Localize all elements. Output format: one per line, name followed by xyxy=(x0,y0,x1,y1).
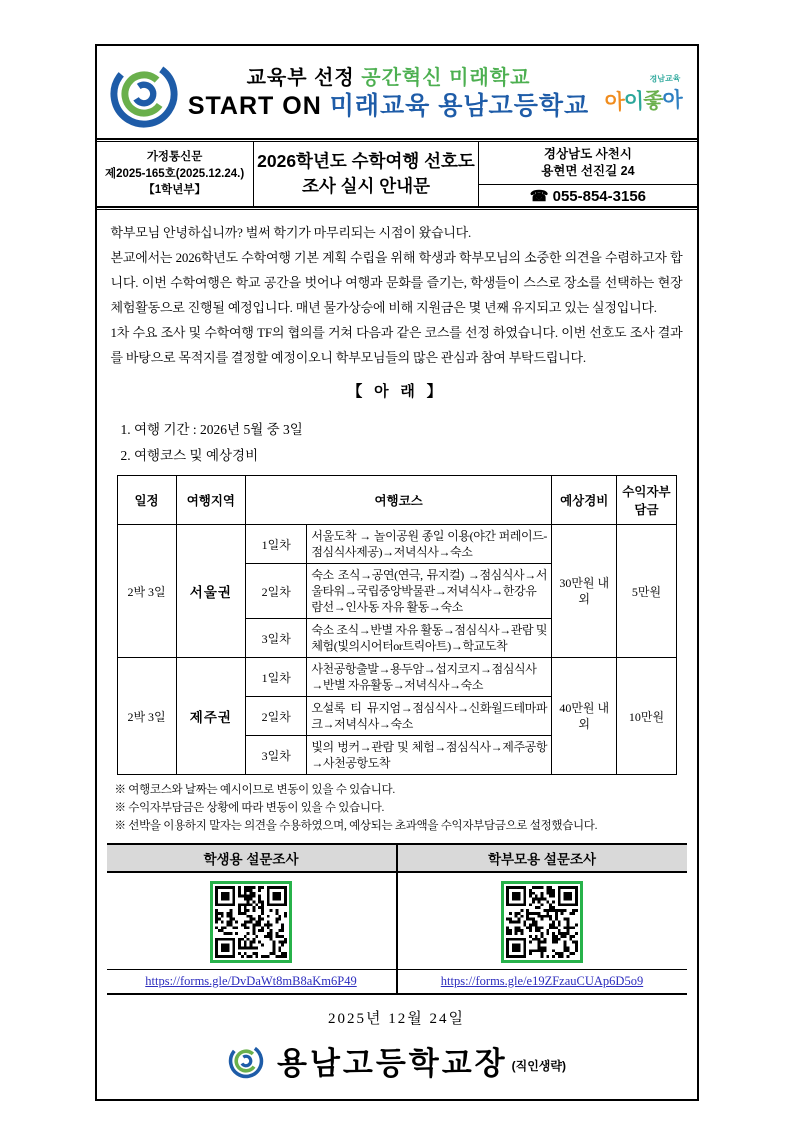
masthead-line1-green: 공간혁신 미래학교 xyxy=(361,66,531,89)
header-charge: 수익자부담금 xyxy=(617,476,676,525)
seoul-day2-course: 숙소 조식→공연(연극, 뮤지컬) →점심식사→서울타워→국립중앙박물관→저녁식사→한강유람선→인사동 자유 활동→숙소 xyxy=(307,564,552,619)
jeju-day1-label: 1일차 xyxy=(246,658,307,697)
seoul-day2-label: 2일차 xyxy=(246,564,307,619)
masthead-line2-black: START ON xyxy=(187,91,322,120)
doc-number: 제2025-165호(2025.12.24.) xyxy=(104,167,245,180)
letter-body xyxy=(97,210,697,370)
issue-date: 2025년 12월 24일 xyxy=(328,1011,465,1027)
header-schedule: 일정 xyxy=(117,476,176,525)
seoul-region: 서울권 xyxy=(176,525,246,658)
parent-survey-qr-code xyxy=(501,881,583,963)
list-item-trip-period: 1. 여행 기간 : 2026년 5월 중 3일 xyxy=(120,422,303,437)
paragraph-greeting: 학부모님 안녕하십니까? 벌써 학기가 마무리되는 시점이 왔습니다. xyxy=(110,225,472,240)
seal-omitted-note: (직인생략) xyxy=(511,1059,566,1073)
list-item-course-cost: 2. 여행코스 및 예상경비 xyxy=(120,448,259,463)
school-logo-icon xyxy=(107,57,181,131)
parent-survey-link[interactable]: https://forms.gle/e19ZFzauCUAp6D5o9 xyxy=(440,974,644,988)
below-divider-label: 【 아 래 】 xyxy=(347,384,446,400)
document-frame xyxy=(95,44,699,1101)
header-cost: 예상경비 xyxy=(552,476,617,525)
mascot-char-1: 아 xyxy=(603,90,624,114)
mascot-char-2: 이 xyxy=(623,89,644,114)
notice-title xyxy=(254,142,480,206)
notes-list xyxy=(97,775,697,835)
seoul-day1-label: 1일차 xyxy=(246,525,307,564)
table-row xyxy=(117,525,676,564)
jeju-day1-course: 사천공항출발→용두암→섭지코지→점심식사→반별 자유활동→저녁식사→숙소 xyxy=(307,658,552,697)
notice-title-line1: 2026학년도 수학여행 선호도 xyxy=(257,150,475,171)
seoul-day3-course: 숙소 조식→반별 자유 활동→점심식사→관람 및 체험(빛의시어터or트릭아트)→학교도착 xyxy=(307,619,552,658)
school-address xyxy=(479,142,696,185)
student-survey-qr-code xyxy=(210,881,292,963)
note-course-change: ※ 여행코스와 날짜는 예시이므로 변동이 있을 수 있습니다. xyxy=(114,784,395,796)
header-region: 여행지역 xyxy=(176,476,246,525)
mascot-char-3: 좋 xyxy=(642,88,663,113)
seoul-day3-label: 3일차 xyxy=(246,619,307,658)
masthead-line1-black: 교육부 선정 xyxy=(246,66,355,89)
doc-dept: 【1학년부】 xyxy=(143,184,206,197)
mascot-char-4: 아 xyxy=(661,88,682,112)
paragraph-survey-request: 1차 수요 조사 및 수학여행 TF의 협의를 거쳐 다음과 같은 코스를 선정 하였습니다. 이번 선호도 조사 결과를 바탕으로 목적지를 결정할 예정이오니 학부모님들의 많은 관심과 참여 부탁드립니다. xyxy=(110,325,683,365)
info-doc-meta xyxy=(97,142,254,206)
info-contact xyxy=(479,142,696,206)
parent-qr-cell xyxy=(397,872,687,970)
survey-header-row xyxy=(107,844,687,872)
seoul-cost: 30만원 내외 xyxy=(552,525,617,658)
info-bar xyxy=(97,142,697,206)
gyeongnam-education-mascot xyxy=(596,72,689,116)
student-survey-link[interactable]: https://forms.gle/DvDaWt8mB8aKm6P49 xyxy=(145,974,357,988)
note-charge-change: ※ 수익자부담금은 상황에 따라 변동이 있을 수 있습니다. xyxy=(114,802,385,814)
parent-link-cell xyxy=(397,970,687,995)
school-phone: ☎ 055-854-3156 xyxy=(529,187,647,205)
seoul-schedule: 2박 3일 xyxy=(117,525,176,658)
jeju-day3-label: 3일차 xyxy=(246,736,307,775)
student-survey-header: 학생용 설문조사 xyxy=(107,844,397,872)
school-logo-small-icon xyxy=(227,1042,265,1080)
mascot-brand-label: 경남교육 xyxy=(648,73,681,84)
parent-survey-header: 학부모용 설문조사 xyxy=(397,844,687,872)
survey-qr-row xyxy=(107,872,687,970)
doc-type: 가정통신문 xyxy=(146,150,203,163)
jeju-region: 제주권 xyxy=(176,658,246,775)
signature-block xyxy=(97,1038,697,1083)
header-course: 여행코스 xyxy=(246,476,552,525)
jeju-day2-course: 오설록 티 뮤지엄→점심식사→신화월드테마파크→저녁식사→숙소 xyxy=(307,697,552,736)
jeju-cost: 40만원 내외 xyxy=(552,658,617,775)
masthead-title xyxy=(181,66,597,122)
school-address-line2: 용현면 선진길 24 xyxy=(541,164,635,178)
school-address-line1: 경상남도 사천시 xyxy=(543,146,632,161)
survey-link-row xyxy=(107,970,687,995)
numbered-list xyxy=(97,409,697,469)
seoul-charge: 5만원 xyxy=(617,525,676,658)
jeju-day2-label: 2일차 xyxy=(246,697,307,736)
masthead-line2-blue: 미래교육 용남고등학교 xyxy=(329,91,590,120)
note-ship-opinion: ※ 선박을 이용하지 말자는 의견을 수용하였으며, 예상되는 초과액을 수익자부담금으로 설정했습니다. xyxy=(114,820,598,832)
student-link-cell xyxy=(107,970,397,995)
masthead xyxy=(97,46,697,138)
jeju-charge: 10만원 xyxy=(617,658,676,775)
student-qr-cell xyxy=(107,872,397,970)
course-table xyxy=(117,475,677,775)
principal-signature: 용남고등학교장 xyxy=(277,1046,508,1081)
table-row xyxy=(117,658,676,697)
jeju-schedule: 2박 3일 xyxy=(117,658,176,775)
notice-title-line2: 조사 실시 안내문 xyxy=(301,176,431,196)
jeju-day3-course: 빛의 벙커→관람 및 체험→점심식사→제주공항→사천공항도착 xyxy=(307,736,552,775)
survey-table xyxy=(107,843,687,995)
course-table-header-row xyxy=(117,476,676,525)
mascot-wordmark xyxy=(596,83,689,116)
seoul-day1-course: 서울도착 → 놀이공원 종일 이용(야간 퍼레이드-점심식사제공)→저녁식사→숙소 xyxy=(307,525,552,564)
paragraph-purpose: 본교에서는 2026학년도 수학여행 기본 계획 수립을 위해 학생과 학부모님의 소중한 의견을 수렴하고자 합니다. 이번 수학여행은 학교 공간을 벗어나 여행과 문화를 즐기는, 학생들이 스스로 장소를 선택하는 현장체험활동으로 진행될 예정입니다. 매년 물가상승에 비해 지원금은 몇 년째 유지되고 있는 실정입니다. xyxy=(110,250,683,315)
